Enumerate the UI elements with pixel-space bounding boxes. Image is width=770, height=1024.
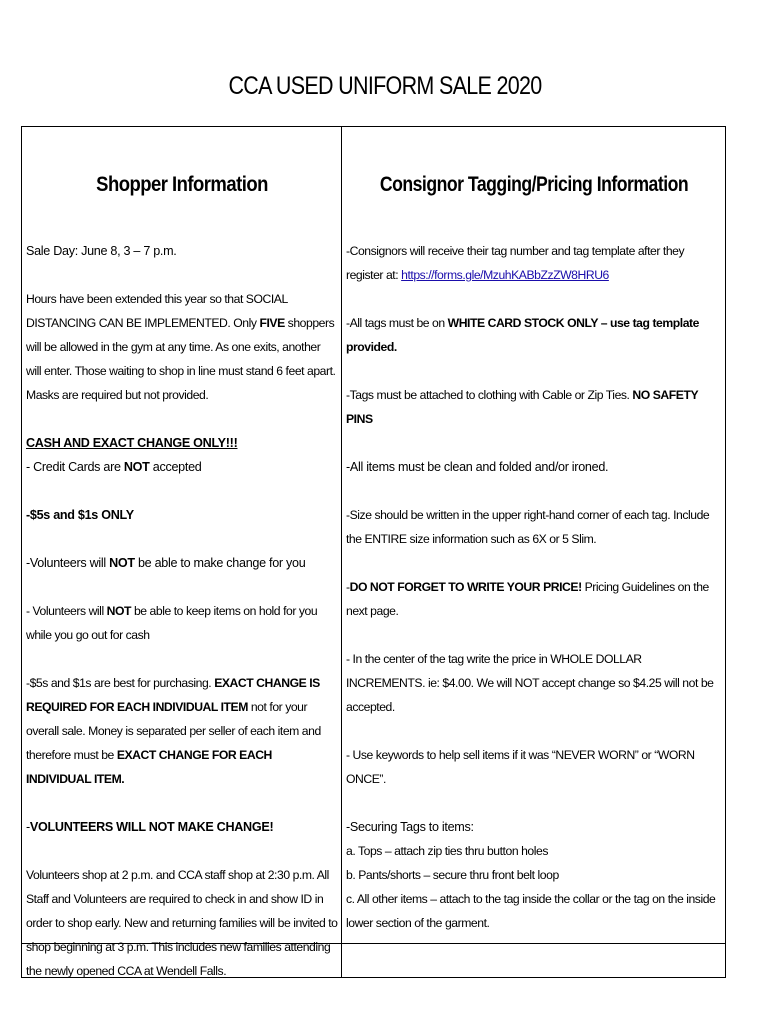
exact-change-paragraph: -$5s and $1s are best for purchasing. EXACT CHANGE IS REQUIRED FOR EACH INDIVIDUAL ITEM not for your overall sale. Money is separated per seller of each item and therefore must be EXACT CHANGE FOR EACH INDIVIDUAL ITEM. (26, 676, 321, 786)
document-title: CCA USED UNIFORM SALE 2020 (228, 72, 542, 100)
register-text: -Consignors will receive their tag number and tag template after they register at: https://forms.gle/MzuhKABbZzZW8HRU6 (346, 244, 685, 282)
shopper-information-column (26, 167, 338, 983)
no-change-text: -VOLUNTEERS WILL NOT MAKE CHANGE! (26, 820, 274, 834)
securing-pants-item: b. Pants/shorts – secure thru front belt loop (346, 868, 559, 882)
shopper-information-heading: Shopper Information (96, 173, 268, 196)
cash-only-heading: CASH AND EXACT CHANGE ONLY!!! (26, 436, 238, 450)
whole-dollar-text: - In the center of the tag write the price in WHOLE DOLLAR INCREMENTS. ie: $4.00. We will NOT accept change so $4.25 will not be accepted. (346, 652, 714, 714)
credit-cards-text: - Credit Cards are NOT accepted (26, 460, 202, 474)
info-table (21, 126, 726, 978)
write-price-text: -DO NOT FORGET TO WRITE YOUR PRICE! Pricing Guidelines on the next page. (346, 580, 709, 618)
securing-other-item: c. All other items – attach to the tag inside the collar or the tag on the inside lower section of the garment. (346, 892, 716, 930)
fives-ones-text: -$5s and $1s ONLY (26, 508, 134, 522)
securing-tops-item: a. Tops – attach zip ties thru button holes (346, 844, 548, 858)
registration-link[interactable]: https://forms.gle/MzuhKABbZzZW8HRU6 (401, 268, 609, 282)
size-text: -Size should be written in the upper right-hand corner of each tag. Include the ENTIRE size information such as 6X or 5 Slim. (346, 508, 710, 546)
card-stock-text: -All tags must be on WHITE CARD STOCK ONLY – use tag template provided. (346, 316, 699, 354)
consignor-information-column (346, 167, 722, 935)
column-divider (341, 127, 342, 977)
keywords-text: - Use keywords to help sell items if it was “NEVER WORN” or “WORN ONCE”. (346, 748, 695, 786)
consignor-information-heading: Consignor Tagging/Pricing Information (379, 173, 689, 196)
hours-paragraph: Hours have been extended this year so that SOCIAL DISTANCING CAN BE IMPLEMENTED. Only FIVE shoppers will be allowed in the gym at any time. As one exits, another will enter. Those waiting to shop in line must stand 6 feet apart. Masks are required but not provided. (26, 292, 336, 402)
staff-shopping-paragraph: Volunteers shop at 2 p.m. and CCA staff shop at 2:30 p.m. All Staff and Volunteers are required to check in and show ID in order to shop early. New and returning families will be invited to shop beginning at 3 p.m. This includes new families attending the newly opened CCA at Wendell Falls. (26, 868, 338, 978)
attach-tags-text: -Tags must be attached to clothing with Cable or Zip Ties. NO SAFETY PINS (346, 388, 698, 426)
sale-day-text: Sale Day: June 8, 3 – 7 p.m. (26, 244, 177, 258)
securing-tags-heading: -Securing Tags to items: (346, 820, 474, 834)
clean-items-text: -All items must be clean and folded and/or ironed. (346, 460, 609, 474)
volunteers-change-text: -Volunteers will NOT be able to make change for you (26, 556, 306, 570)
volunteers-hold-text: - Volunteers will NOT be able to keep items on hold for you while you go out for cash (26, 604, 318, 642)
